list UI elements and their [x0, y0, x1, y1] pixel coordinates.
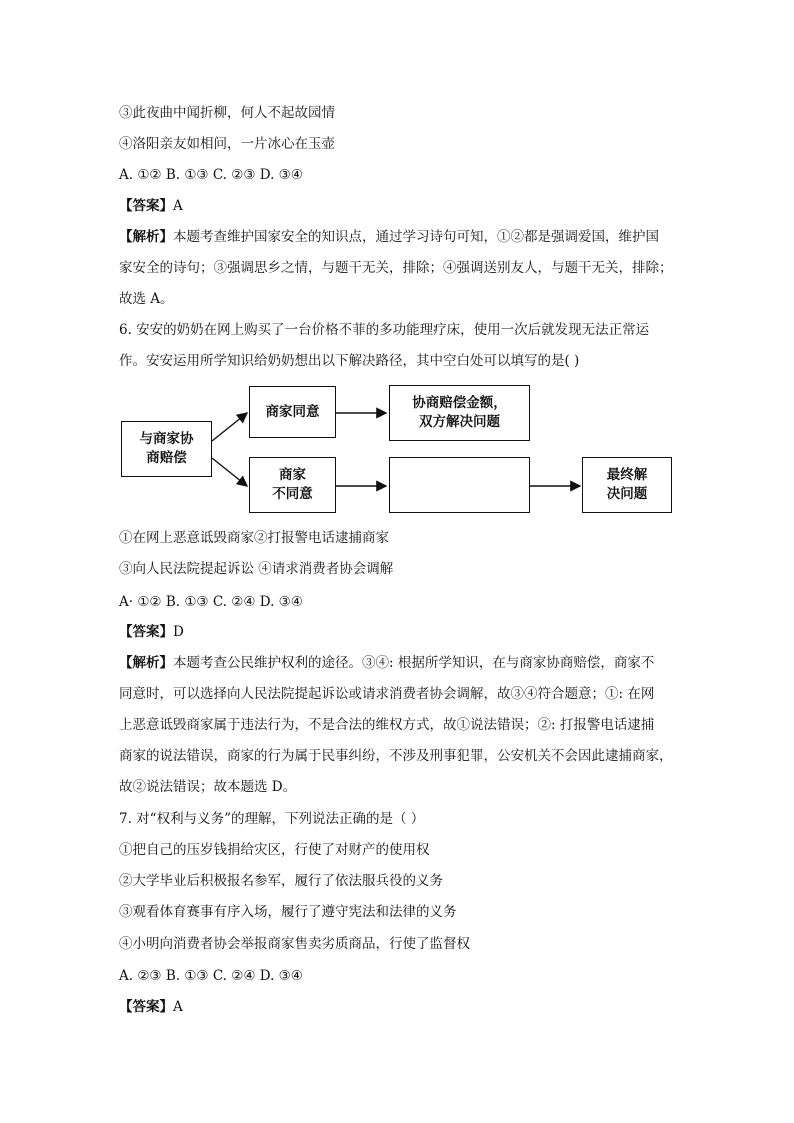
arrow-to-disagree — [212, 458, 247, 486]
analysis-label: 【解析】 — [119, 229, 173, 245]
answer-value: D — [173, 624, 184, 640]
q6-analysis-2: 同意时，可以选择向人民法院提起诉讼或请求消费者协会调解，故③④符合题意；①: 在网 — [119, 686, 655, 702]
q6-stem-2: 作。安安运用所学知识给奶奶想出以下解决路径，其中空白处可以填写的是( ) — [119, 353, 580, 369]
answer-label: 【答案】 — [119, 999, 173, 1015]
q7-choice-3: ③观看体育赛事有序入场，履行了遵守宪法和法律的义务 — [119, 904, 457, 920]
q6-choice-34: ③向人民法院提起诉讼 ④请求消费者协会调解 — [119, 561, 394, 577]
box-merchant-disagrees: 商家 不同意 — [249, 457, 336, 513]
q6-analysis-5: 故②说法错误；故本题选 D。 — [119, 779, 297, 795]
box-blank — [389, 457, 530, 513]
q5-analysis-3: 故选 A。 — [119, 291, 174, 307]
q7-choice-4: ④小明向消费者协会举报商家售卖劣质商品，行使了监督权 — [119, 936, 470, 952]
q7-answer — [119, 997, 183, 1017]
analysis-text: 本题考查维护国家安全的知识点，通过学习诗句可知，①②都是强调爱国，维护国 — [173, 229, 659, 245]
analysis-label: 【解析】 — [119, 655, 173, 671]
answer-value: A — [173, 198, 183, 214]
poem-line-4: ④洛阳亲友如相问，一片冰心在玉壶 — [119, 136, 335, 152]
answer-label: 【答案】 — [119, 198, 173, 214]
q6-analysis-4: 商家的说法错误，商家的行为属于民事纠纷，不涉及刑事犯罪，公安机关不会因此逮捕商家， — [119, 748, 673, 764]
box-negotiate: 与商家协 商赔偿 — [121, 421, 212, 477]
q6-analysis-1 — [119, 653, 654, 673]
box-merchant-agrees: 商家同意 — [249, 386, 336, 438]
box-final-resolve: 最终解 决问题 — [582, 457, 672, 513]
answer-value: A — [173, 999, 183, 1015]
box-agree-result: 协商赔偿金额， 双方解决问题 — [389, 385, 530, 441]
answer-label: 【答案】 — [119, 624, 173, 640]
q7-choice-1: ①把自己的压岁钱捐给灾区，行使了对财产的使用权 — [119, 842, 430, 858]
q5-options: A. ①② B. ①③ C. ②③ D. ③④ — [119, 167, 303, 183]
q5-analysis-2: 家安全的诗句；③强调思乡之情，与题干无关，排除；④强调送别友人，与题干无关，排除； — [119, 260, 673, 276]
q7-options: A. ②③ B. ①③ C. ②④ D. ③④ — [119, 968, 303, 984]
q6-stem-1: 6. 安安的奶奶在网上购买了一台价格不菲的多功能理疗床，使用一次后就发现无法正常运 — [119, 322, 650, 338]
q7-choice-2: ②大学毕业后积极报名参军，履行了依法服兵役的义务 — [119, 873, 443, 889]
arrow-to-agree — [212, 413, 247, 441]
q6-analysis-3: 上恶意诋毁商家属于违法行为，不是合法的维权方式，故①说法错误；②: 打报警电话逮捕 — [119, 717, 655, 733]
q6-choice-12: ①在网上恶意诋毁商家②打报警电话逮捕商家 — [119, 530, 389, 546]
poem-line-3: ③此夜曲中闻折柳，何人不起故园情 — [119, 105, 335, 121]
q7-stem: 7. 对“权利与义务”的理解，下列说法正确的是（ ） — [119, 811, 425, 827]
q6-options: A· ①② B. ①③ C. ②④ D. ③④ — [119, 594, 303, 610]
analysis-text: 本题考查公民维护权利的途径。③④: 根据所学知识，在与商家协商赔偿，商家不 — [173, 655, 655, 671]
q6-answer — [119, 622, 184, 642]
